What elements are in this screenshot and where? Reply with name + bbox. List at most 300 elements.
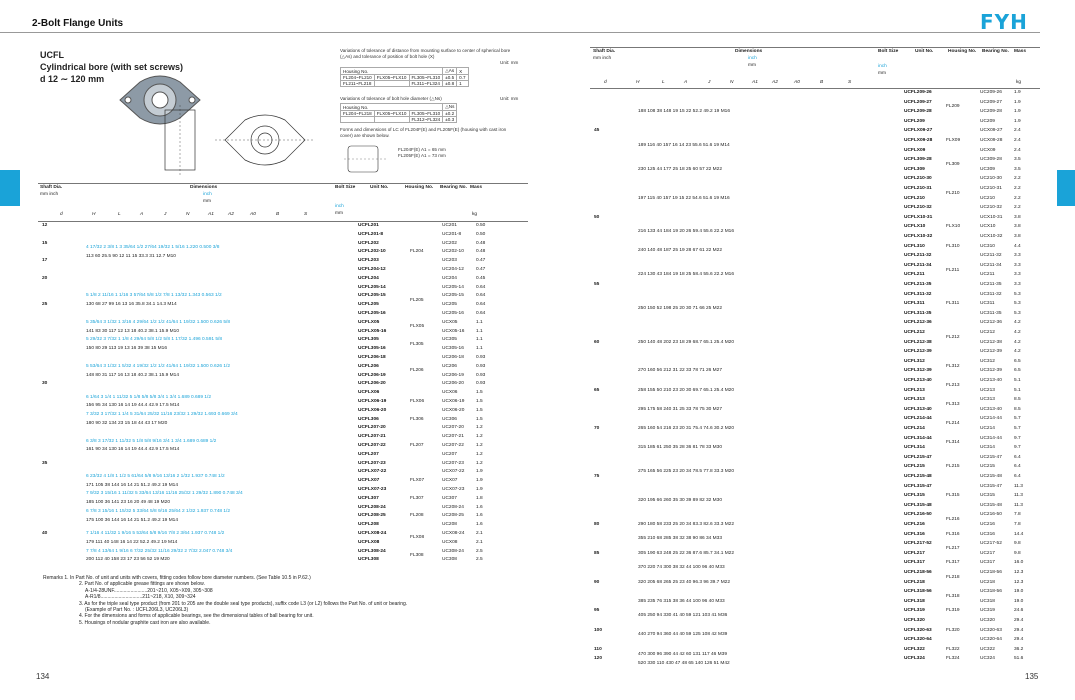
unit-no: UCFLX07-23 <box>358 487 387 492</box>
bearing-no: UC310 <box>980 243 995 249</box>
unit-no: UCFL207-22 <box>358 443 386 448</box>
dimension-inch-row: 6 7/8 3 15/16 1 15/32 5 33/64 5/8 9/16 25/64 2 1/32 1.937 0.748 1/2 <box>86 509 231 514</box>
mass: 2.1 <box>476 531 483 536</box>
mass: 1.5 <box>476 416 483 422</box>
mass: 9.7 <box>1014 445 1021 451</box>
mass: 4.2 <box>1014 320 1021 326</box>
unit-no: UCFL207 <box>358 451 379 457</box>
bearing-no: UC314-44 <box>980 435 1002 441</box>
right-head-bearing: Bearing No. <box>982 49 1009 54</box>
tol2-cell: FLX05~FLX10 <box>374 111 409 117</box>
unit-no: UCFL215 <box>904 464 925 470</box>
mass: 1.9 <box>1014 109 1021 115</box>
unit-no: UCFL206-19 <box>358 372 386 378</box>
tol2-cell: ±0.2 <box>443 111 457 117</box>
bearing-no: UCX08-24 <box>442 531 465 536</box>
unit-no: UCFL312 <box>904 358 925 364</box>
bearing-no: UCX10 <box>980 224 996 230</box>
shaft-dia: 25 <box>42 302 48 308</box>
bearing-no: UCX10-32 <box>980 234 1003 239</box>
housing-no: FL320 <box>946 627 960 633</box>
bearing-no: UCX07-23 <box>442 487 465 492</box>
dimension-mm-row: 355 210 68 285 38 32 38 90 86 34 M33 <box>638 536 723 542</box>
tol1-head-0: Housing No. <box>341 68 443 75</box>
shaft-dia: 40 <box>42 531 48 536</box>
shaft-dia: 120 <box>594 656 603 662</box>
bearing-no: UC311 <box>980 301 995 307</box>
dimension-mm-row: 171 105 38 144 16 14 21 51.2 49.2 19 M14 <box>86 482 179 488</box>
unit-no: UCFL318 <box>904 598 925 604</box>
dimension-mm-row: 156 95 34 130 16 14 19 44.4 42.9 17.5 M14 <box>86 403 180 409</box>
right-table-head-rule <box>590 88 1040 89</box>
column-symbol: S <box>848 80 852 85</box>
mass: 8.5 <box>1014 397 1021 403</box>
dimension-mm-row: 290 180 58 233 25 20 34 83.3 82.6 33.3 M22 <box>638 522 735 527</box>
column-symbol: L <box>118 212 121 217</box>
bearing-no: UC203 <box>442 258 457 264</box>
unit-no: UCFL211 <box>904 272 925 278</box>
mass: 1.1 <box>476 328 483 334</box>
unit-no: UCFL205-16 <box>358 311 386 316</box>
bearing-no: UC205 <box>442 302 457 308</box>
unit-no: UCFL319 <box>904 608 925 614</box>
fl-note-0: FL204F(E) A1 = 65 mm <box>398 147 446 152</box>
mass: 7.8 <box>1014 512 1021 518</box>
unit-no: UCFL212-36 <box>904 320 932 326</box>
housing-no: FL314 <box>946 440 960 446</box>
bearing-no: UCX09 <box>980 147 996 153</box>
mass: 1.9 <box>476 487 483 492</box>
unit-no: UCFL313-40 <box>904 406 932 412</box>
column-symbol: A <box>684 80 688 85</box>
unit-no: UCFL213-40 <box>904 378 932 383</box>
unit-no: UCFL202 <box>358 240 379 246</box>
unit-no: UCFL318-56 <box>904 589 932 595</box>
unit-no: UCFL214 <box>904 426 925 431</box>
unit-no: UCFL215-47 <box>904 454 932 460</box>
remark-2: A-1/4-28UNF........................201~210, X05~X09, 305~308 <box>85 587 213 594</box>
bearing-no: UC211-34 <box>980 262 1002 268</box>
mass: 3.3 <box>1014 272 1021 278</box>
mass: 0.47 <box>476 267 486 272</box>
housing-no: FL207 <box>410 443 424 448</box>
right-head-dim-inch: inch <box>748 56 757 61</box>
bearing-no: UC315-47 <box>980 483 1002 489</box>
mass: 2.5 <box>476 548 483 554</box>
shaft-dia: 110 <box>594 646 602 652</box>
mass: 2.2 <box>1014 176 1021 182</box>
mass: 1.5 <box>476 390 483 396</box>
unit-no: UCFL309-28 <box>904 157 932 163</box>
mass: 8.5 <box>1014 406 1021 412</box>
unit-no: UCFL214-44 <box>904 416 932 422</box>
left-head-housing: Housing No. <box>405 185 434 190</box>
bearing-no: UC216 <box>980 522 995 527</box>
dimension-inch-row: 5 35/64 3 1/32 1 3/16 4 29/64 1/2 1/2 41/64 1 19/32 1.500 0.626 5/8 <box>86 319 231 325</box>
mass: 6.5 <box>1014 358 1021 364</box>
column-symbol: N <box>186 212 190 217</box>
mass: 3.8 <box>1014 214 1021 220</box>
bearing-no: UC207-21 <box>442 434 464 440</box>
mass: 5.3 <box>1014 291 1021 297</box>
left-table-body <box>38 223 528 573</box>
unit-no: UCFL306 <box>358 416 379 422</box>
mass: 0.48 <box>476 240 486 246</box>
bearing-no: UC206-20 <box>442 381 464 387</box>
left-head-dimensions: Dimensions <box>190 185 218 190</box>
mass: 3.3 <box>1014 262 1021 268</box>
dimension-mm-row: 470 300 96 390 44 42 60 131 117 46 M39 <box>638 651 727 657</box>
fl-cover-drawing <box>340 140 390 178</box>
bearing-no: UCX06-20 <box>442 407 465 413</box>
unit-no: UCFLX09 <box>904 147 926 153</box>
remark-3: A-R1/8..............................211~218, X10, 309~324 <box>85 594 196 601</box>
housing-no: FLX05 <box>410 324 425 330</box>
tol1-cell: FL204~FL210 <box>341 75 375 81</box>
tol1-cell: ±0.5 <box>443 75 457 81</box>
housing-no: FLX08 <box>410 535 425 541</box>
mass: 1.2 <box>476 443 483 448</box>
dimension-mm-row: 113 60 25.5 90 12 11 15 33.3 31 12.7 M10 <box>86 253 176 259</box>
right-head-kg: kg <box>1016 80 1022 85</box>
mass: 0.47 <box>476 258 486 264</box>
left-head-dim-inch: inch <box>203 192 212 197</box>
unit-no: UCFL216-50 <box>904 512 932 518</box>
mass: 7.8 <box>1014 522 1021 527</box>
dimension-mm-row: 216 133 44 184 19 20 26 59.4 55.6 22.2 M16 <box>638 229 735 235</box>
mass: 51.6 <box>1014 656 1024 662</box>
mass: 1.2 <box>476 434 483 440</box>
bearing-no: UC215-47 <box>980 454 1002 460</box>
mass: 1.5 <box>476 399 483 404</box>
page-number-right: 135 <box>1025 672 1039 681</box>
bearing-no: UC205-14 <box>442 284 464 290</box>
unit-no: UCFLX07 <box>358 478 380 484</box>
housing-no: FL218 <box>946 574 960 580</box>
dimension-mm-row: 185 100 36 141 23 16 20 49 48 19 M20 <box>86 500 171 506</box>
column-symbol: H <box>636 80 640 85</box>
bearing-no: UC316 <box>980 531 995 537</box>
bolt-tolerance-note: Variations of tolerance of bolt hole diameter (△Ns) <box>340 96 442 101</box>
bearing-no: UCX06 <box>442 390 458 396</box>
mass: 5.3 <box>1014 301 1021 307</box>
dimension-inch-row: 6 23/32 4 1/8 1 1/2 5 61/64 5/8 9/16 13/16 2 1/32 1.937 0.748 1/2 <box>86 473 225 479</box>
dimension-mm-row: 320 195 66 260 35 30 39 89 82 32 M30 <box>638 498 723 503</box>
mass: 16.0 <box>1014 560 1024 566</box>
bearing-no: UC209 <box>980 118 995 124</box>
column-symbol: J <box>708 80 711 85</box>
remark-4: 3. As for the triple seal type product (from 201 to 205 are the double seal type products), suffix code L3 (or L2) follows the Part No. of unit or bearing. <box>79 600 408 607</box>
unit-no: UCFL209-28 <box>904 109 932 115</box>
unit-no: UCFL217-52 <box>904 541 932 547</box>
unit-no: UCFLX10-31 <box>904 214 933 220</box>
mass: 6.4 <box>1014 454 1021 460</box>
page-number-left: 134 <box>36 672 50 681</box>
mass: 5.1 <box>1014 378 1021 383</box>
unit-no: UCFL210-31 <box>904 186 932 191</box>
bearing-no: UC213-40 <box>980 378 1002 383</box>
mass: 0.45 <box>476 275 486 281</box>
dimension-mm-row: 305 190 63 248 25 22 36 87.6 85.7 34.1 M22 <box>638 550 735 556</box>
remarks <box>43 575 523 626</box>
unit-no: UCFL211-34 <box>904 262 932 268</box>
dimension-mm-row: 189 116 40 157 16 14 23 55.6 51.6 19 M14 <box>638 142 730 148</box>
section-title: 2-Bolt Flange Units <box>32 18 124 29</box>
dimension-mm-row: 200 112 40 158 23 17 23 56 52 19 M20 <box>86 557 170 563</box>
mass: 19.0 <box>1014 589 1024 595</box>
tol1-head-1: △As <box>443 68 457 75</box>
dimension-mm-row: 240 140 48 187 25 19 28 67 61 22 M22 <box>638 248 723 254</box>
dimension-inch-row: 6 1/64 3 1/4 1 11/32 5 1/8 5/8 5/8 3/4 1 3/4 1.689 0.689 1/2 <box>86 394 212 400</box>
unit-no: UCFL212 <box>904 330 925 335</box>
shaft-dia: 80 <box>594 522 600 527</box>
mass: 0.64 <box>476 284 486 290</box>
housing-no: FL214 <box>946 421 960 427</box>
dimension-mm-row: 440 270 94 360 44 40 59 125 108 42 M39 <box>638 632 728 638</box>
shaft-dia: 95 <box>594 608 600 614</box>
shaft-dia: 17 <box>42 258 48 264</box>
unit-no: UCFLX09-27 <box>904 128 933 134</box>
unit-no: UCFL308-24 <box>358 548 386 554</box>
dimension-inch-row: 5 53/64 3 1/32 1 5/32 4 19/32 1/2 1/2 41/64 1 19/32 1.500 0.626 1/2 <box>86 363 231 369</box>
unit-no: UCFL207-21 <box>358 434 386 440</box>
mass: 0.50 <box>476 231 486 237</box>
dimension-drawing <box>155 100 325 180</box>
product-subtitle: Cylindrical bore (with set screws) <box>40 62 184 72</box>
mass: 0.64 <box>476 311 486 316</box>
bearing-no: UC206-19 <box>442 372 464 378</box>
housing-no: FL313 <box>946 402 960 407</box>
remark-5: (Example of Part No. : UCFL206L3, UC206L3) <box>85 607 189 614</box>
bearing-no: UC211-32 <box>980 253 1002 259</box>
right-head-bolt: Bolt Size <box>878 49 899 54</box>
unit-no: UCFL320-64 <box>904 637 932 643</box>
tol2-cell <box>374 117 409 123</box>
unit-no: UCFL314 <box>904 445 925 451</box>
bearing-no: UC207-23 <box>442 460 464 466</box>
mass: 11.3 <box>1014 502 1023 508</box>
tol1-cell: ±0.8 <box>443 81 457 87</box>
bearing-no: UC206-18 <box>442 355 464 360</box>
right-head-mass: Mass <box>1014 49 1026 54</box>
left-head-unit: Unit No. <box>370 185 389 190</box>
mass: 9.8 <box>1014 541 1021 547</box>
housing-no: FL308 <box>410 553 424 558</box>
housing-no: FLX10 <box>946 224 961 230</box>
mass: 19.0 <box>1014 598 1024 604</box>
bearing-no: UC312 <box>980 358 995 364</box>
housing-no: FL205 <box>410 297 424 303</box>
mass: 4.2 <box>1014 349 1021 355</box>
housing-no: FL212 <box>946 334 960 340</box>
unit-no: UCFL210-30 <box>904 176 932 182</box>
mass: 3.3 <box>1014 253 1021 259</box>
left-head-bolt-mm: mm <box>335 211 343 216</box>
unit-no: UCFLX06 <box>358 390 380 396</box>
unit-no: UCFL215-48 <box>904 474 932 479</box>
bearing-no: UC308-24 <box>442 548 464 554</box>
unit-no: UCFL205-14 <box>358 284 386 290</box>
bearing-no: UC309 <box>980 166 995 172</box>
bearing-no: UC217 <box>980 550 995 556</box>
housing-no: FL322 <box>946 646 960 652</box>
bearing-no: UCX07 <box>442 478 458 484</box>
housing-no: FL208 <box>410 513 424 519</box>
unit-no: UCFL315 <box>904 493 925 499</box>
housing-no: FL217 <box>946 546 960 551</box>
mass: 4.4 <box>1014 243 1021 249</box>
dimension-mm-row: 385 235 76 315 38 36 44 100 96 40 M33 <box>638 598 725 604</box>
bearing-no: UC218 <box>980 579 995 585</box>
tol1-cell: FL211~FL218 <box>341 81 375 87</box>
housing-no: FL310 <box>946 243 960 249</box>
product-code: UCFL <box>40 50 64 60</box>
shaft-dia: 15 <box>42 240 48 246</box>
mass: 9.8 <box>1014 550 1021 556</box>
unit-no: UCFL209-27 <box>904 99 932 105</box>
bearing-no: UC308 <box>442 557 457 563</box>
bearing-no: UC315 <box>980 493 995 499</box>
housing-no: FL316 <box>946 531 960 537</box>
mass: 0.93 <box>476 363 486 369</box>
column-symbol: d <box>60 212 63 217</box>
bearing-no: UCX06-19 <box>442 399 465 404</box>
bearing-no: UCX05-16 <box>442 328 465 334</box>
shaft-dia: 70 <box>594 426 600 431</box>
housing-no: FL216 <box>946 517 960 523</box>
mass: 6.5 <box>1014 368 1021 374</box>
right-head-unit: Unit No. <box>915 49 934 54</box>
mass: 4.2 <box>1014 339 1021 345</box>
mass: 12.3 <box>1014 579 1024 585</box>
mass: 1.6 <box>476 522 483 528</box>
housing-no: FL315 <box>946 493 960 499</box>
bearing-no: UC205-16 <box>442 311 464 316</box>
unit-no: UCFL310 <box>904 243 925 249</box>
dimension-mm-row: 141 83 30 117 12 13 18 40.2 38.1 15.9 M10 <box>86 328 179 334</box>
unit-no: UCFL210-32 <box>904 205 932 211</box>
tolerance-table-2 <box>340 103 457 123</box>
bearing-no: UC207 <box>442 451 457 457</box>
unit-no: UCFL208-25 <box>358 513 386 519</box>
shaft-dia: 30 <box>42 381 48 387</box>
unit-no: UCFL305-16 <box>358 346 386 352</box>
housing-no: FL324 <box>946 656 960 662</box>
unit-no: UCFLX05-16 <box>358 328 387 334</box>
left-edge-tab <box>0 170 20 206</box>
bearing-no: UC309-28 <box>980 157 1002 163</box>
remark-0: Remarks 1. In Part No. of unit and units with covers, fitting codes follow bore diameter numbers. (See Table 10.5 in P.62.) <box>43 575 311 581</box>
column-symbol: d <box>604 80 607 85</box>
bearing-no: UC210 <box>980 195 995 201</box>
mass: 2.5 <box>476 557 483 563</box>
right-table-body <box>590 90 1040 674</box>
right-edge-tab <box>1057 170 1075 206</box>
unit-no: UCFL311-35 <box>904 310 932 316</box>
bearing-no: UC209-28 <box>980 109 1002 115</box>
dimension-inch-row: 5 1/8 2 11/16 1 1/16 3 57/64 5/8 1/2 7/8 1 13/32 1.343 0.563 1/2 <box>86 293 222 299</box>
bearing-no: UCX08 <box>442 539 458 545</box>
forms-note: Forms and dimensions of LC of FL204F(E) and FL205F(E) (housing with cast iron cover) are shown below. <box>340 127 507 138</box>
unit-no: UCFL213 <box>904 387 925 393</box>
right-table-top-rule <box>590 47 1040 48</box>
bearing-no: UC214 <box>980 426 995 431</box>
bearing-no: UC311-32 <box>980 291 1002 297</box>
mass: 1.2 <box>476 451 483 457</box>
bearing-no: UC206 <box>442 363 457 369</box>
unit-no: UCFL212-38 <box>904 339 932 345</box>
bearing-no: UC217-52 <box>980 541 1002 547</box>
mass: 6.4 <box>1014 464 1021 470</box>
bearing-no: UC218-56 <box>980 570 1002 575</box>
mass: 2.4 <box>1014 138 1021 143</box>
dimension-mm-row: 270 160 56 212 31 22 33 78 71 26 M27 <box>638 368 723 374</box>
dimension-mm-row: 370 220 74 300 38 32 44 100 96 40 M33 <box>638 565 725 571</box>
unit-no: UCFLX08-24 <box>358 531 387 536</box>
bearing-no: UC201 <box>442 223 457 228</box>
mass: 1.9 <box>476 469 483 475</box>
unit-no: UCFL204-12 <box>358 267 386 272</box>
shaft-dia: 100 <box>594 627 603 633</box>
dimension-mm-row: 320 205 68 265 25 23 40 96.3 96 39.7 M22 <box>638 579 731 585</box>
mass: 5.3 <box>1014 310 1021 316</box>
mass: 3.8 <box>1014 224 1021 230</box>
bearing-no: UC210-32 <box>980 205 1002 211</box>
right-head-dim-mm: mm <box>748 63 756 68</box>
mass: 11.3 <box>1014 483 1023 489</box>
bearing-no: UC311-35 <box>980 310 1002 316</box>
unit-no: UCFLX10-32 <box>904 234 933 239</box>
housing-no: FLX07 <box>410 478 425 484</box>
housing-no: FL318 <box>946 594 960 599</box>
unit-no: UCFL211-32 <box>904 253 932 259</box>
bearing-no: UC210-31 <box>980 186 1002 191</box>
shaft-dia: 60 <box>594 339 600 345</box>
mass: 3.5 <box>1014 166 1021 172</box>
unit-no: UCFLX05 <box>358 319 380 325</box>
bearing-no: UC205-15 <box>442 293 464 299</box>
shaft-dia: 35 <box>42 460 48 466</box>
mass: 2.1 <box>476 539 483 545</box>
bearing-no: UC305-16 <box>442 346 464 352</box>
shaft-dia: 90 <box>594 579 600 585</box>
column-symbol: A1 <box>752 80 758 85</box>
unit-no: UCFL204 <box>358 275 379 281</box>
dimension-inch-row: 7 3/32 3 17/32 1 1/4 5 31/64 25/32 11/16 23/32 1 29/32 1.693 0.669 3/4 <box>86 412 238 418</box>
column-symbol: S <box>304 212 308 217</box>
tol1-cell: 0.7 <box>457 75 468 81</box>
unit-no: UCFL216 <box>904 522 925 527</box>
dimension-inch-row: 7 9/32 3 15/16 1 11/32 5 33/64 13/16 11/16 25/32 1 29/32 1.890 0.748 3/4 <box>86 491 243 497</box>
bearing-no: UC204 <box>442 275 457 281</box>
bearing-no: UC318-56 <box>980 589 1002 595</box>
left-head-dim-mm: mm <box>203 199 211 204</box>
mass: 5.7 <box>1014 416 1021 422</box>
bearing-no: UC204-12 <box>442 267 464 272</box>
bearing-no: UC313-40 <box>980 406 1002 412</box>
bearing-no: UC312-39 <box>980 368 1002 374</box>
mass: 3.8 <box>1014 234 1021 239</box>
left-head-mass: Mass <box>470 185 482 190</box>
tol2-cell: FL312~FL324 <box>409 117 443 123</box>
housing-no: FL311 <box>946 301 960 307</box>
left-head-kg: kg <box>472 212 478 217</box>
unit-no: UCFL206-20 <box>358 381 386 387</box>
column-symbol: N <box>730 80 734 85</box>
unit-no: UCFL308 <box>358 557 379 563</box>
bearing-no: UC216-50 <box>980 512 1002 518</box>
mass: 24.6 <box>1014 608 1024 614</box>
